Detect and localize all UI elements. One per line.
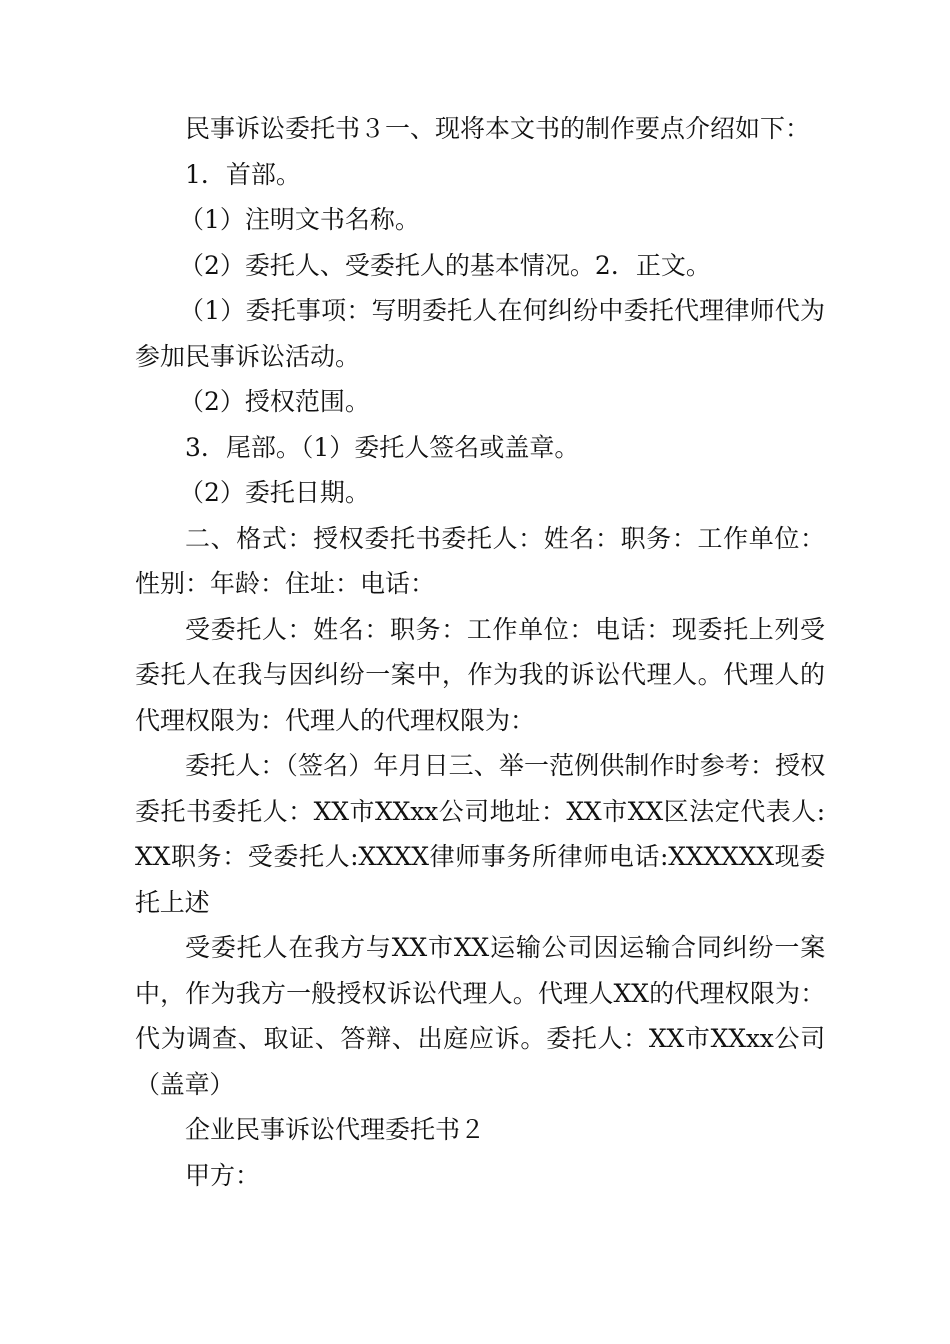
- paragraph-entrust-date: （2）委托日期。: [179, 478, 370, 507]
- paragraph-enterprise-title: 企业民事诉讼代理委托书２: [185, 1115, 486, 1144]
- paragraph-entrusted-matter: （1）委托事项：写明委托人在何纠纷中委托代理律师代为参加民事诉讼活动。: [135, 296, 825, 371]
- paragraph-doc-name: （1）注明文书名称。: [179, 205, 420, 234]
- paragraph-basic-info: （2）委托人、受委托人的基本情况。2．正文。: [179, 250, 711, 280]
- paragraph-example: 委托人：（签名）年月日三、举一范例供制作时参考：授权委托书委托人：XX市XXxx公司地址：XX市XX区法定代表人:XX职务：受委托人:XXXX律师事务所律师电话:XXXXXX现委托上述: [135, 751, 825, 917]
- document-body: [135, 106, 825, 1198]
- paragraph-party-a: 甲方：: [185, 1160, 261, 1190]
- paragraph-authorization-scope: （2）授权范围。: [179, 387, 370, 416]
- paragraph-header-section: 1．首部。: [185, 159, 301, 189]
- paragraph-format: 二、格式：授权委托书委托人：姓名：职务：工作单位：性别：年龄：住址：电话：: [135, 523, 825, 598]
- paragraph-intro: 民事诉讼委托书３一、现将本文书的制作要点介绍如下：: [185, 114, 811, 143]
- paragraph-footer-section: 3．尾部。（1）委托人签名或盖章。: [185, 432, 580, 462]
- paragraph-trustee-info: 受委托人：姓名：职务：工作单位：电话：现委托上列受委托人在我与因纠纷一案中，作为我的诉讼代理人。代理人的代理权限为：代理人的代理权限为：: [135, 614, 825, 735]
- paragraph-example-cont: 受委托人在我方与XX市XX运输公司因运输合同纠纷一案中，作为我方一般授权诉讼代理人。代理人XX的代理权限为：代为调查、取证、答辩、出庭应诉。委托人：XX市XXxx公司（盖章）: [135, 933, 825, 1099]
